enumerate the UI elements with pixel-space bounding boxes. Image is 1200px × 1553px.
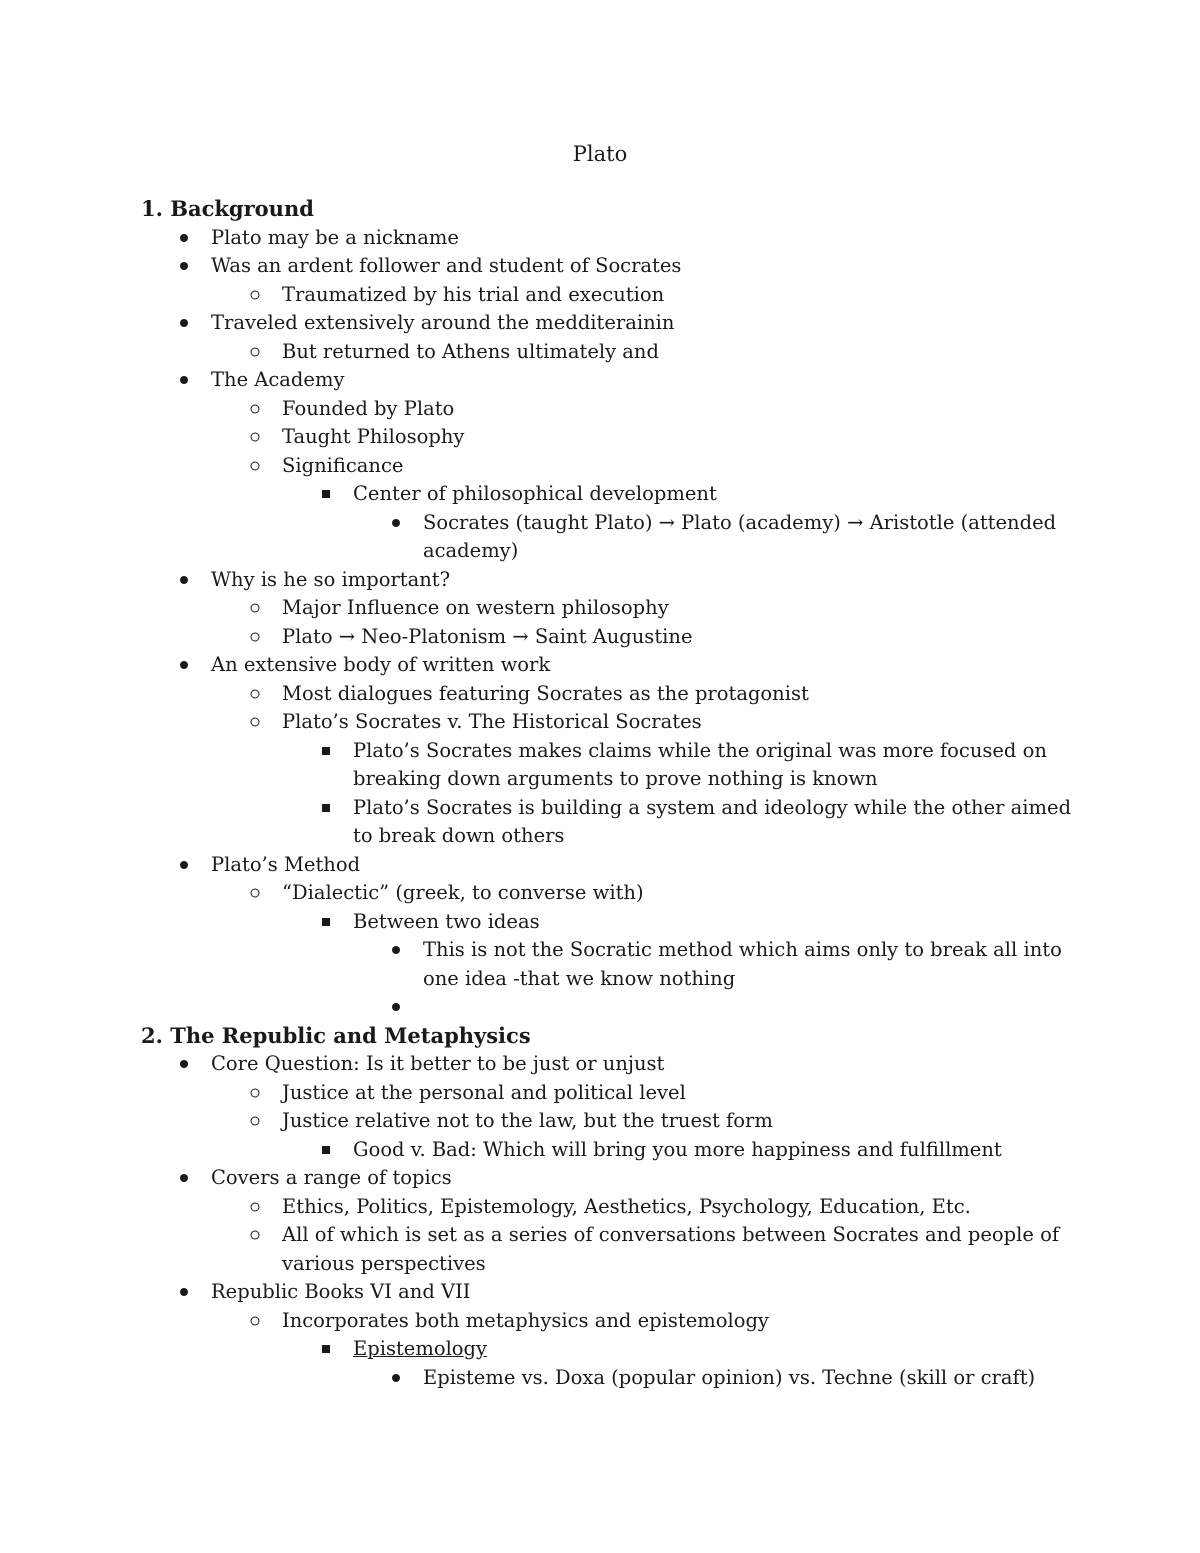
bullet-disc-icon [180, 262, 188, 270]
bullet-disc-icon [392, 946, 400, 954]
bullet-square-icon [322, 918, 330, 926]
list-item-text: This is not the Socratic method which aims only to break all into one idea -that we know nothing [423, 938, 1062, 990]
bullet-disc-icon [180, 376, 188, 384]
list-item-text: Good v. Bad: Which will bring you more happiness and fulfillment [353, 1137, 1002, 1161]
section-heading: 2. The Republic and Metaphysics [141, 1022, 531, 1048]
list-item-text: Major Influence on western philosophy [282, 596, 669, 619]
bullet-circle-icon [251, 347, 260, 356]
list-item [141, 423, 1081, 452]
bullet-circle-icon [251, 632, 260, 641]
section-heading: 1. Background [141, 196, 314, 221]
bullet-disc-icon [180, 234, 188, 242]
list-item [141, 281, 1081, 310]
list-item [141, 366, 1081, 395]
list-item-text: Between two ideas [353, 909, 540, 933]
list-item [141, 224, 1081, 253]
bullet-square-icon [322, 1345, 330, 1353]
list-item [141, 1193, 1081, 1222]
list-item-text: Plato’s Socrates is building a system and ideology while the other aimed to break down others [353, 795, 1072, 847]
list-item [141, 1107, 1081, 1136]
list-item [141, 1164, 1081, 1193]
bullet-circle-icon [251, 1202, 260, 1211]
list-item [141, 936, 1081, 993]
outline-body [141, 195, 1081, 1392]
list-item-text: Traumatized by his trial and execution [282, 282, 665, 306]
list-item [141, 737, 1081, 794]
list-item-text: Founded by Plato [282, 396, 455, 420]
list-item [141, 1079, 1081, 1108]
list-item [141, 338, 1081, 367]
list-item [141, 851, 1081, 880]
bullet-circle-icon [251, 889, 260, 898]
list-item-text: “Dialectic” (greek, to converse with) [282, 881, 644, 904]
list-item [141, 1136, 1081, 1165]
bullet-disc-icon [392, 1374, 400, 1382]
list-item-text: Most dialogues featuring Socrates as the protagonist [282, 681, 809, 705]
list-item-text: Republic Books VI and VII [211, 1280, 471, 1303]
list-item [141, 651, 1081, 680]
bullet-disc-icon [180, 1288, 188, 1296]
bullet-circle-icon [251, 461, 260, 470]
bullet-circle-icon [251, 404, 260, 413]
list-item [141, 395, 1081, 424]
list-item [141, 509, 1081, 566]
list-item-text: Plato’s Socrates v. The Historical Socrates [282, 710, 702, 733]
list-item [141, 708, 1081, 737]
list-item-text: An extensive body of written work [211, 653, 551, 676]
list-item [141, 879, 1081, 908]
bullet-circle-icon [251, 718, 260, 727]
list-item [141, 309, 1081, 338]
list-item-text: Significance [282, 453, 404, 477]
bullet-circle-icon [251, 433, 260, 442]
bullet-disc-icon [392, 1003, 400, 1011]
bullet-circle-icon [251, 1316, 260, 1325]
list-item-text: Justice relative not to the law, but the truest form [282, 1109, 773, 1132]
list-item-text: Plato’s Method [211, 852, 361, 876]
bullet-circle-icon [251, 290, 260, 299]
list-item [141, 623, 1081, 652]
list-item-text: Covers a range of topics [211, 1166, 452, 1189]
list-item [141, 1307, 1081, 1336]
list-item-text [423, 995, 429, 1018]
bullet-disc-icon [180, 661, 188, 669]
list-item-text: Epistemology [353, 1337, 488, 1360]
list-item-text: Why is he so important? [211, 567, 451, 591]
list-item-text: Plato may be a nickname [211, 225, 459, 249]
bullet-disc-icon [392, 519, 400, 527]
bullet-square-icon [322, 490, 330, 498]
list-item-text: Socrates (taught Plato) → Plato (academy) → Aristotle (attended academy) [423, 510, 1057, 562]
bullet-circle-icon [251, 604, 260, 613]
document-title: Plato [572, 142, 628, 166]
list-item-text: Center of philosophical development [353, 482, 717, 505]
bullet-square-icon [322, 1146, 330, 1154]
bullet-disc-icon [180, 576, 188, 584]
list-item-text: The Academy [211, 368, 345, 391]
bullet-circle-icon [251, 1088, 260, 1097]
list-item [141, 680, 1081, 709]
list-item [141, 794, 1081, 851]
list-item [141, 1278, 1081, 1307]
bullet-disc-icon [180, 1174, 188, 1182]
bullet-circle-icon [251, 689, 260, 698]
list-item-text: Was an ardent follower and student of Socrates [211, 254, 682, 277]
bullet-circle-icon [251, 1117, 260, 1126]
list-item-text: But returned to Athens ultimately and [282, 339, 659, 363]
list-item [141, 452, 1081, 481]
bullet-circle-icon [251, 1231, 260, 1240]
list-item-text: Plato’s Socrates makes claims while the original was more focused on breaking down arguments to prove nothing is known [353, 738, 1047, 790]
list-item-text: Plato → Neo-Platonism → Saint Augustine [282, 624, 693, 648]
list-item-text: Incorporates both metaphysics and epistemology [282, 1308, 769, 1332]
list-item [141, 993, 1081, 1022]
bullet-square-icon [322, 747, 330, 755]
list-item [141, 252, 1081, 281]
list-item-text: Traveled extensively around the medditerainin [211, 311, 675, 334]
list-item-text: Justice at the personal and political level [282, 1080, 686, 1104]
list-item [141, 566, 1081, 595]
list-item [141, 1221, 1081, 1278]
list-item [141, 1335, 1081, 1364]
list-item [141, 1364, 1081, 1393]
list-item [141, 908, 1081, 937]
list-item-text: Core Question: Is it better to be just or unjust [211, 1052, 665, 1075]
list-item-text: Episteme vs. Doxa (popular opinion) vs. Techne (skill or craft) [423, 1365, 1036, 1389]
list-item [141, 480, 1081, 509]
list-item [141, 1050, 1081, 1079]
bullet-disc-icon [180, 319, 188, 327]
bullet-square-icon [322, 804, 330, 812]
bullet-disc-icon [180, 861, 188, 869]
list-item-text: All of which is set as a series of conversations between Socrates and people of various perspectives [282, 1223, 1060, 1275]
list-item-text: Taught Philosophy [282, 425, 465, 448]
list-item [141, 594, 1081, 623]
list-item-text: Ethics, Politics, Epistemology, Aesthetics, Psychology, Education, Etc. [282, 1194, 971, 1218]
bullet-disc-icon [180, 1060, 188, 1068]
